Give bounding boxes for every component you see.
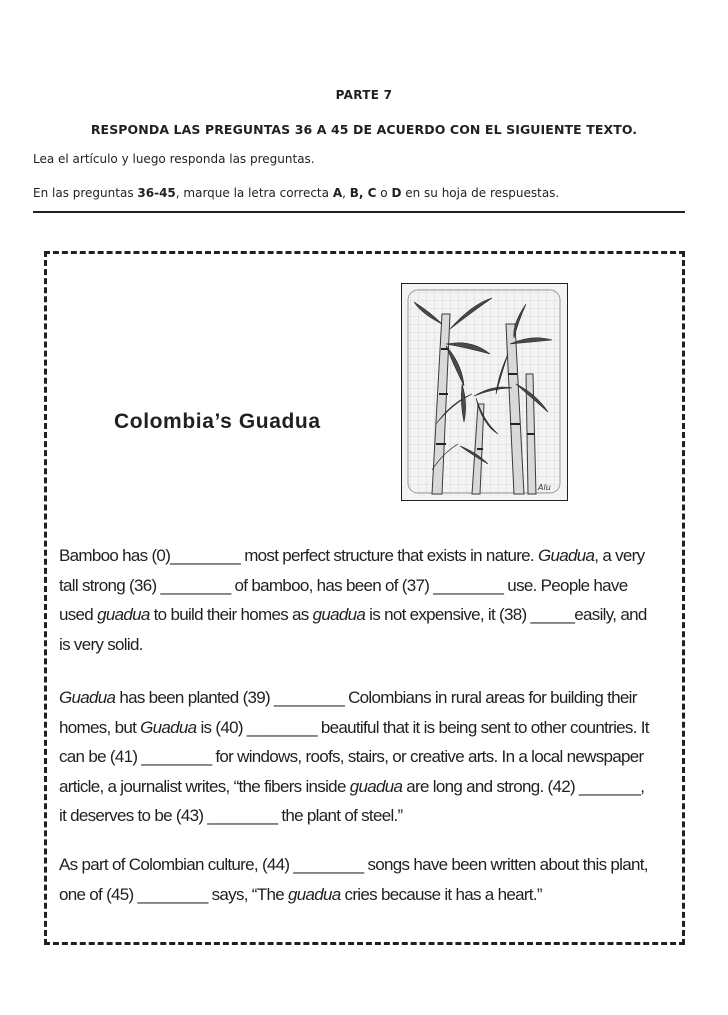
- italic-term: Guadua: [537, 546, 595, 565]
- text-line: As part of Colombian culture, (44) ________ songs have been written about this plant,: [59, 855, 648, 874]
- text-segment: are long and strong. (42) _______,: [402, 776, 645, 796]
- text-segment: homes, but: [59, 717, 141, 737]
- text-segment: , marque la letra correcta: [175, 186, 333, 200]
- text-segment: one of (45) ________ says, “The: [59, 884, 288, 904]
- text-segment: o: [376, 186, 392, 200]
- paragraph-3: [59, 850, 671, 909]
- paragraph-2: [59, 683, 671, 831]
- text-segment: ,: [342, 186, 350, 200]
- text-line: [59, 772, 671, 802]
- text-segment: to build their homes as: [149, 605, 313, 624]
- option-letter: B, C: [349, 186, 377, 200]
- text-line: can be (41) ________ for windows, roofs, stairs, or creative arts. In a local newspaper: [59, 747, 644, 766]
- text-segment: has been planted (39) ________ Colombians in rural areas for building their: [115, 688, 637, 707]
- text-line: [59, 683, 671, 713]
- article-title: Colombia’s Guadua: [114, 410, 321, 433]
- text-segment: is not expensive, it (38) _____easily, and: [365, 605, 647, 624]
- text-segment: cries because it has a heart.”: [340, 884, 542, 904]
- italic-term: guadua: [312, 605, 366, 624]
- intro-line: Lea el artículo y luego responda las preguntas.: [33, 152, 315, 166]
- italic-term: guadua: [97, 605, 150, 624]
- answer-instruction-line: [33, 186, 559, 200]
- text-line: is very solid.: [59, 634, 143, 654]
- text-line: it deserves to be (43) ________ the plant of steel.”: [59, 806, 403, 825]
- text-segment: is (40) ________ beautiful that it is being sent to other countries. It: [196, 717, 649, 737]
- italic-term: guadua: [287, 884, 341, 904]
- text-segment: Bamboo has (0)________ most perfect structure that exists in nature.: [59, 546, 538, 565]
- text-segment: en su hoja de respuestas.: [401, 186, 560, 200]
- divider-rule: [33, 211, 685, 213]
- text-line: [59, 880, 671, 910]
- text-line: [59, 541, 671, 571]
- text-line: [59, 600, 671, 630]
- text-segment: article, a journalist writes, “the fibers inside: [59, 776, 350, 796]
- italic-term: Guadua: [140, 717, 197, 737]
- svg-text:Alu: Alu: [538, 483, 551, 492]
- text-segment: used: [59, 605, 98, 624]
- text-line: [59, 713, 671, 743]
- option-letter: A: [332, 186, 343, 200]
- part-title: PARTE 7: [335, 88, 393, 102]
- question-range: 36-45: [137, 186, 176, 200]
- section-instruction: RESPONDA LAS PREGUNTAS 36 A 45 DE ACUERDO CON EL SIGUIENTE TEXTO.: [90, 122, 638, 137]
- text-segment: , a very: [594, 546, 645, 565]
- italic-term: Guadua: [59, 688, 116, 707]
- text-line: tall strong (36) ________ of bamboo, has been of (37) ________ use. People have: [59, 575, 628, 595]
- italic-term: guadua: [349, 776, 403, 796]
- bamboo-illustration-icon: [401, 283, 568, 501]
- option-letter: D: [391, 186, 402, 200]
- text-segment: En las preguntas: [33, 186, 138, 200]
- paragraph-1: [59, 541, 671, 659]
